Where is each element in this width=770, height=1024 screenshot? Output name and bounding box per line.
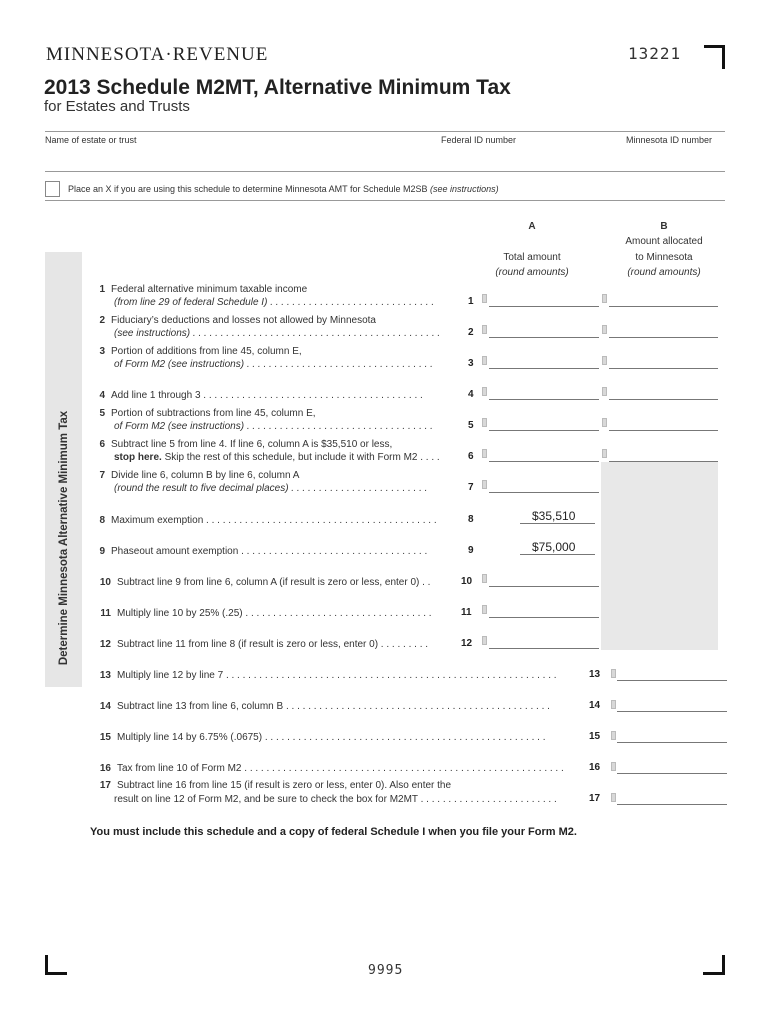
- line-10-label: Subtract line 9 from line 6, column A (if result is zero or less, enter 0) . .: [117, 577, 431, 588]
- m2sb-checkbox[interactable]: [45, 181, 60, 197]
- line-5-text-1: [91, 407, 316, 420]
- brand-logo: MINNESOTA·REVENUE: [46, 44, 269, 65]
- column-b-shaded-area: [601, 462, 718, 650]
- line-4-col-b-field[interactable]: [609, 399, 718, 400]
- line-7-text-1: [91, 469, 299, 482]
- line-6-col-b-marker: [602, 449, 607, 458]
- line-10-number: 10: [99, 577, 111, 588]
- line-1-label-2: (from line 29 of federal Schedule I) . . . . . . . . . . . . . . . . . . . . . . . . . . . . . .: [114, 297, 435, 308]
- line-11-ref: 11: [461, 607, 472, 618]
- line-11-number: 11: [100, 608, 111, 619]
- line-2-col-b-field[interactable]: [609, 337, 718, 338]
- line-2-col-b-marker: [602, 325, 607, 334]
- line-4-number: 4: [99, 390, 105, 401]
- line-3-col-a-marker: [482, 356, 487, 365]
- line-2-number: 2: [99, 315, 105, 326]
- line-9-label: Phaseout amount exemption . . . . . . . . . . . . . . . . . . . . . . . . . . . . . . . . . .: [111, 546, 428, 557]
- line-5-col-b-field[interactable]: [609, 430, 718, 431]
- line-3-number: 3: [99, 346, 105, 357]
- mn-id-label: Minnesota ID number: [626, 135, 713, 145]
- line-4-col-a-marker: [482, 387, 487, 396]
- line-16-ref: 16: [589, 762, 601, 773]
- line-2-label: Fiduciary’s deductions and losses not allowed by Minnesota: [111, 315, 376, 326]
- line-3-col-b-marker: [602, 356, 607, 365]
- line-14-field[interactable]: [617, 711, 727, 712]
- line-16-field[interactable]: [617, 773, 727, 774]
- line-4-text-1: [91, 389, 423, 402]
- column-b-sub: (round amounts): [627, 267, 701, 278]
- line-13-text-1: [91, 669, 557, 682]
- line-5-label: Portion of subtractions from line 45, column E,: [111, 408, 316, 419]
- form-title: 2013 Schedule M2MT, Alternative Minimum Tax: [44, 76, 511, 99]
- line-12-text-1: [91, 638, 428, 651]
- line-3-text-1: [91, 345, 302, 358]
- line-5-text-2: [114, 420, 433, 433]
- line-8-value: $35,510: [532, 509, 576, 523]
- line-7-text-2: [114, 482, 427, 495]
- federal-id-label: Federal ID number: [441, 135, 517, 145]
- line-13-field[interactable]: [617, 680, 727, 681]
- line-7-label: Divide line 6, column B by line 6, column A: [111, 470, 300, 481]
- checkbox-note-text: Place an X if you are using this schedule to determine Minnesota AMT for Schedule M2SB: [68, 184, 428, 194]
- checkbox-note: [68, 184, 499, 194]
- sidebar-title: Determine Minnesota Alternative Minimum Tax: [58, 410, 70, 666]
- line-15-ref: 15: [589, 731, 601, 742]
- line-15-field[interactable]: [617, 742, 727, 743]
- line-4-ref: 4: [468, 389, 474, 400]
- line-2-label-2: (see instructions) . . . . . . . . . . . . . . . . . . . . . . . . . . . . . . . . . . . . . . . . . . . . .: [114, 328, 441, 339]
- line-4-col-b-marker: [602, 387, 607, 396]
- line-6-col-b-field[interactable]: [609, 461, 718, 462]
- line-5-number: 5: [99, 408, 105, 419]
- line-7-col-a-marker: [482, 480, 487, 489]
- line-6-ref: 6: [468, 451, 474, 462]
- line-17-marker: [611, 793, 616, 802]
- line-5-label-2: of Form M2 (see instructions) . . . . . . . . . . . . . . . . . . . . . . . . . . . . . . . . . .: [114, 421, 433, 432]
- line-15-marker: [611, 731, 616, 740]
- line-1-col-a-field[interactable]: [489, 306, 599, 307]
- column-a-label: Total amount: [503, 252, 561, 263]
- line-2-ref: 2: [468, 327, 474, 338]
- line-14-text-1: [91, 700, 550, 713]
- line-6-text-2: [114, 451, 440, 464]
- line-11-label: Multiply line 10 by 25% (.25) . . . . . . . . . . . . . . . . . . . . . . . . . . . . . . . . . .: [117, 608, 432, 619]
- line-1-col-b-marker: [602, 294, 607, 303]
- line-12-number: 12: [99, 639, 111, 650]
- line-16-text-1: [91, 762, 564, 775]
- line-8-col-a-underline: [520, 523, 595, 524]
- line-16-number: 16: [99, 763, 111, 774]
- line-8-ref: 8: [468, 514, 474, 525]
- line-9-number: 9: [99, 546, 105, 557]
- line-8-label: Maximum exemption . . . . . . . . . . . . . . . . . . . . . . . . . . . . . . . . . . . . . . . . . .: [111, 515, 437, 526]
- column-a-letter: A: [528, 221, 536, 232]
- line-17-ref: 17: [589, 793, 601, 804]
- line-1-number: 1: [99, 284, 105, 295]
- line-14-number: 14: [99, 701, 111, 712]
- line-7-number: 7: [99, 470, 105, 481]
- line-12-label: Subtract line 11 from line 8 (if result is zero or less, enter 0) . . . . . . . . .: [117, 639, 429, 650]
- line-10-col-a-field[interactable]: [489, 586, 599, 587]
- line-1-ref: 1: [468, 296, 474, 307]
- line-13-ref: 13: [589, 669, 601, 680]
- line-1-col-b-field[interactable]: [609, 306, 718, 307]
- line-6-label: Subtract line 5 from line 4. If line 6, column A is $35,510 or less,: [111, 439, 393, 450]
- footnote: You must include this schedule and a copy of federal Schedule I when you file your Form M2.: [90, 826, 577, 838]
- line-6-number: 6: [99, 439, 105, 450]
- line-14-marker: [611, 700, 616, 709]
- line-3-col-b-field[interactable]: [609, 368, 718, 369]
- line-5-col-a-marker: [482, 418, 487, 427]
- form-subtitle: for Estates and Trusts: [44, 98, 190, 115]
- line-1-label: Federal alternative minimum taxable income: [111, 284, 308, 295]
- line-17-text-1: [91, 779, 451, 792]
- line-3-ref: 3: [468, 358, 474, 369]
- line-11-col-a-marker: [482, 605, 487, 614]
- line-1-col-a-marker: [482, 294, 487, 303]
- line-7-ref: 7: [468, 482, 474, 493]
- line-3-label-2: of Form M2 (see instructions) . . . . . . . . . . . . . . . . . . . . . . . . . . . . . . . . . .: [114, 359, 433, 370]
- id-row-rule: [45, 171, 725, 172]
- line-10-col-a-marker: [482, 574, 487, 583]
- line-11-text-1: [91, 607, 432, 620]
- checkbox-row-rule: [45, 200, 725, 201]
- column-a-sub: (round amounts): [495, 267, 569, 278]
- line-1-text-1: [91, 283, 307, 296]
- line-9-text-1: [91, 545, 427, 558]
- line-15-number: 15: [99, 732, 111, 743]
- line-6-col-a-marker: [482, 449, 487, 458]
- name-label: Name of estate or trust: [45, 135, 137, 145]
- line-6-label-2: Skip the rest of this schedule, but include it with Form M2 . . . .: [161, 452, 440, 463]
- column-b-label-2: to Minnesota: [635, 252, 693, 263]
- line-3-col-a-field[interactable]: [489, 368, 599, 369]
- line-9-ref: 9: [468, 545, 474, 556]
- line-16-label: Tax from line 10 of Form M2 . . . . . . . . . . . . . . . . . . . . . . . . . . . . . . . . . . . . . . . . . . . . . . . . . . . . . . . . . .: [117, 763, 564, 774]
- line-15-text-1: [91, 731, 545, 744]
- line-7-label-2: (round the result to five decimal places) . . . . . . . . . . . . . . . . . . . . . . . . .: [114, 483, 428, 494]
- line-9-value: $75,000: [532, 540, 576, 554]
- bottom-number: 9995: [368, 963, 404, 978]
- line-14-ref: 14: [589, 700, 601, 711]
- column-b-letter: B: [660, 221, 668, 232]
- line-12-col-a-marker: [482, 636, 487, 645]
- line-8-number: 8: [99, 515, 105, 526]
- corner-mark-bottom-right-h: [703, 972, 725, 975]
- checkbox-note-italic: (see instructions): [430, 184, 499, 194]
- line-6-col-a-field[interactable]: [489, 461, 599, 462]
- line-3-text-2: [114, 358, 433, 371]
- corner-mark-top-right-v: [722, 45, 725, 69]
- line-15-label: Multiply line 14 by 6.75% (.0675) . . . . . . . . . . . . . . . . . . . . . . . . . . . . . . . . . . . . . . . . . . . . . . . . . . .: [117, 732, 546, 743]
- line-5-ref: 5: [468, 420, 474, 431]
- line-5-col-b-marker: [602, 418, 607, 427]
- line-2-text-2: [114, 327, 440, 340]
- line-4-col-a-field[interactable]: [489, 399, 599, 400]
- line-17-field[interactable]: [617, 804, 727, 805]
- line-13-label: Multiply line 12 by line 7 . . . . . . . . . . . . . . . . . . . . . . . . . . . . . . . . . . . . . . . . . . . . . . . . . . . . . . . . . . . .: [117, 670, 557, 681]
- corner-mark-bottom-left-h: [45, 972, 67, 975]
- line-13-marker: [611, 669, 616, 678]
- line-17-text-2: [114, 793, 557, 806]
- line-17-label-2: result on line 12 of Form M2, and be sure to check the box for M2MT . . . . . . . . . . . . . . . . . . . . . . . . .: [114, 794, 557, 805]
- line-11-col-a-field[interactable]: [489, 617, 599, 618]
- line-17-label: Subtract line 16 from line 15 (if result is zero or less, enter 0). Also enter the: [117, 780, 452, 791]
- line-6-text-1: [91, 438, 392, 451]
- line-1-text-2: [114, 296, 434, 309]
- line-10-ref: 10: [461, 576, 473, 587]
- line-16-marker: [611, 762, 616, 771]
- line-12-ref: 12: [461, 638, 473, 649]
- line-7-col-a-field[interactable]: [489, 492, 599, 493]
- column-b-label-1: Amount allocated: [625, 236, 703, 247]
- header-rule: [45, 131, 725, 132]
- line-2-text-1: [91, 314, 376, 327]
- line-10-text-1: [91, 576, 430, 589]
- form-number: 13221: [628, 44, 682, 63]
- line-13-number: 13: [99, 670, 111, 681]
- line-5-col-a-field[interactable]: [489, 430, 599, 431]
- line-17-number: 17: [99, 780, 111, 791]
- line-8-text-1: [91, 514, 437, 527]
- line-12-col-a-field[interactable]: [489, 648, 599, 649]
- line-2-col-a-marker: [482, 325, 487, 334]
- line-3-label: Portion of additions from line 45, column E,: [111, 346, 302, 357]
- line-14-label: Subtract line 13 from line 6, column B . . . . . . . . . . . . . . . . . . . . . . . . . . . . . . . . . . . . . . . . . . . . . . . .: [117, 701, 550, 712]
- line-4-label: Add line 1 through 3 . . . . . . . . . . . . . . . . . . . . . . . . . . . . . . . . . . . . . . . .: [111, 390, 423, 401]
- line-2-col-a-field[interactable]: [489, 337, 599, 338]
- line-9-col-a-underline: [520, 554, 595, 555]
- line-6-stop-here: stop here.: [114, 452, 162, 463]
